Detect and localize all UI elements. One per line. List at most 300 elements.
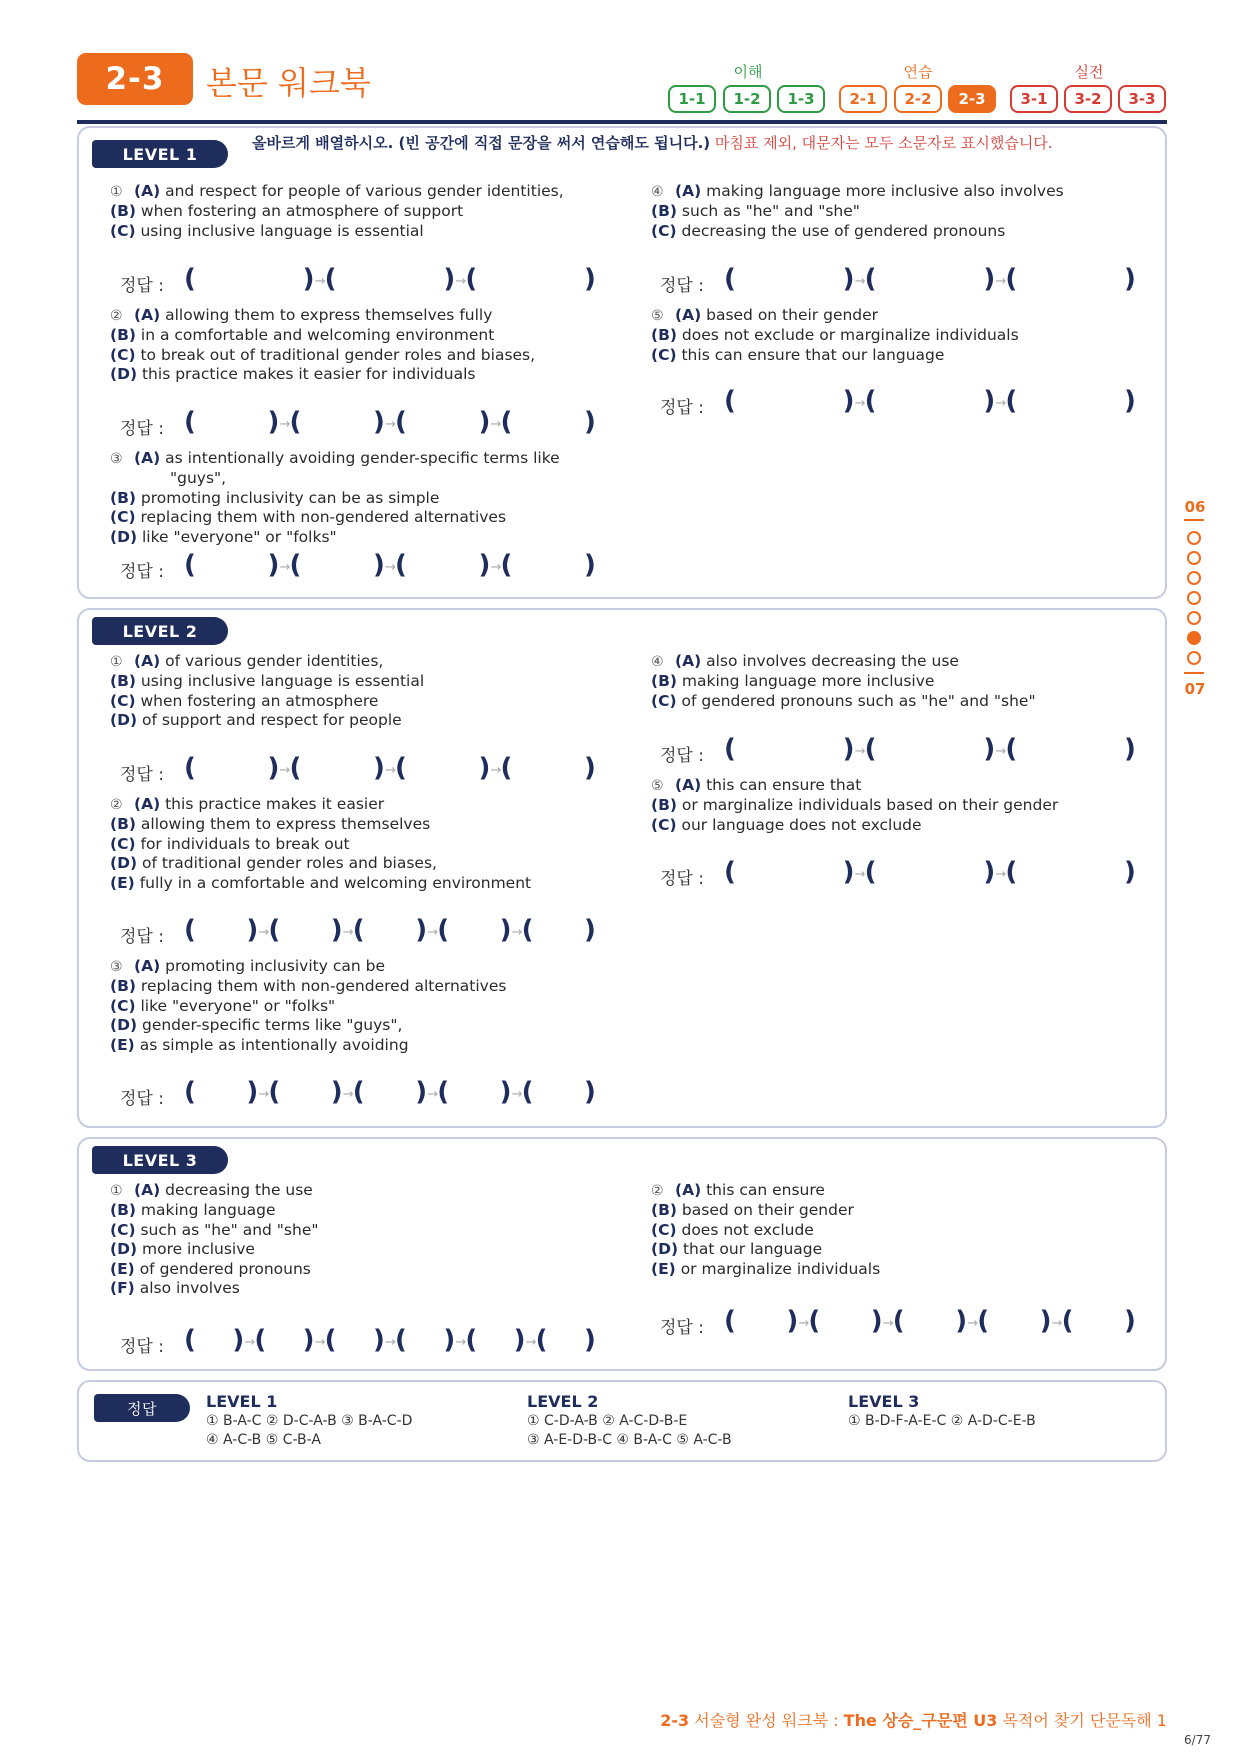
question-line bbox=[94, 508, 614, 527]
arrow-icon: → bbox=[1051, 1316, 1063, 1331]
answer-open-paren: ( bbox=[268, 915, 281, 945]
question-line bbox=[94, 346, 614, 365]
question-line bbox=[635, 816, 1155, 835]
answer-close-paren: ) bbox=[983, 857, 996, 887]
answer-open-paren: ( bbox=[724, 857, 736, 887]
answer-close-paren: ) bbox=[499, 915, 512, 945]
arrow-icon: → bbox=[244, 1335, 256, 1350]
answer-open-paren: ( bbox=[254, 1325, 267, 1355]
answer-open-paren: ( bbox=[1005, 264, 1018, 294]
step-tab-1-3[interactable]: 1-3 bbox=[777, 85, 825, 113]
answer-close-paren: ) bbox=[330, 1077, 343, 1107]
answer-line[interactable] bbox=[660, 386, 1160, 420]
answer-open-paren: ( bbox=[465, 264, 478, 294]
answer-close-paren: ) bbox=[232, 1325, 245, 1355]
arrow-icon: → bbox=[511, 925, 523, 940]
question-line bbox=[94, 182, 614, 202]
answer-key-level3-line1: ① B-D-F-A-E-C ② A-D-C-E-B bbox=[848, 1413, 1036, 1429]
answer-open-paren: ( bbox=[1005, 386, 1018, 416]
item-text: this practice makes it easier for individuals bbox=[141, 365, 476, 384]
item-text: replacing them with non-gendered alternatives bbox=[140, 977, 507, 996]
item-text: of support and respect for people bbox=[141, 711, 402, 730]
arrow-icon: → bbox=[854, 274, 866, 289]
answer-line[interactable] bbox=[120, 753, 620, 787]
item-letter: (E) bbox=[110, 873, 135, 892]
item-text: this can ensure that bbox=[706, 776, 862, 794]
question-block bbox=[94, 449, 614, 547]
answer-close-paren: ) bbox=[786, 1306, 799, 1336]
question-number: ③ bbox=[110, 451, 123, 467]
item-text: also involves bbox=[139, 1279, 240, 1298]
question-line bbox=[635, 346, 1155, 365]
arrow-icon: → bbox=[490, 560, 502, 575]
step-tab-1-1[interactable]: 1-1 bbox=[668, 85, 716, 113]
item-letter: (B) bbox=[651, 796, 677, 815]
item-text: for individuals to break out bbox=[140, 834, 350, 853]
group-label-understand: 이해 bbox=[733, 63, 763, 81]
arrow-icon: → bbox=[995, 867, 1007, 882]
item-text: based on their gender bbox=[706, 306, 879, 324]
level2-label: LEVEL 2 bbox=[92, 617, 228, 645]
answer-line[interactable] bbox=[120, 550, 620, 584]
answer-key-level3-title: LEVEL 3 bbox=[848, 1392, 920, 1411]
item-text: promoting inclusivity can be bbox=[165, 957, 385, 975]
answer-key-label: 정답 bbox=[94, 1394, 190, 1422]
arrow-icon: → bbox=[854, 396, 866, 411]
question-line bbox=[94, 692, 614, 711]
question-line bbox=[635, 306, 1155, 326]
item-letter: (B) bbox=[110, 202, 136, 221]
arrow-icon: → bbox=[882, 1316, 894, 1331]
item-letter: (C) bbox=[110, 221, 136, 240]
answer-open-paren: ( bbox=[184, 407, 196, 437]
answer-open-paren: ( bbox=[395, 1325, 407, 1355]
question-line bbox=[94, 711, 614, 730]
answer-label: 정답 : bbox=[120, 1337, 164, 1357]
question-line bbox=[94, 1016, 614, 1035]
item-letter: (B) bbox=[651, 672, 677, 691]
item-text: or marginalize individuals bbox=[680, 1259, 881, 1278]
answer-label: 정답 : bbox=[120, 1089, 164, 1109]
answer-close-paren: ) bbox=[373, 1325, 385, 1355]
question-line bbox=[635, 222, 1155, 241]
question-line bbox=[94, 835, 614, 854]
footer-book: The 상승_구문편 U3 bbox=[843, 1711, 998, 1730]
arrow-icon: → bbox=[995, 744, 1007, 759]
question-line bbox=[94, 528, 614, 547]
step-tab-3-3[interactable]: 3-3 bbox=[1118, 85, 1166, 113]
question-line bbox=[94, 652, 614, 672]
answer-label: 정답 : bbox=[660, 746, 704, 766]
question-block bbox=[94, 306, 614, 385]
answer-close-paren: ) bbox=[842, 264, 855, 294]
answer-close-paren: ) bbox=[842, 734, 855, 764]
answer-open-paren: ( bbox=[395, 407, 407, 437]
item-letter: (D) bbox=[651, 1240, 679, 1259]
question-line bbox=[94, 469, 614, 488]
progress-dot bbox=[1187, 551, 1201, 565]
item-letter: (A) bbox=[134, 449, 161, 467]
answer-close-paren: ) bbox=[842, 386, 855, 416]
item-text: more inclusive bbox=[141, 1240, 255, 1259]
question-number: ② bbox=[110, 797, 123, 813]
arrow-icon: → bbox=[342, 925, 354, 940]
question-number: ⑤ bbox=[651, 778, 664, 794]
answer-open-paren: ( bbox=[1005, 857, 1018, 887]
item-letter: (C) bbox=[110, 345, 136, 364]
item-letter: (C) bbox=[110, 996, 136, 1015]
arrow-icon: → bbox=[314, 274, 326, 289]
answer-open-paren: ( bbox=[268, 1077, 281, 1107]
question-number: ③ bbox=[110, 959, 123, 975]
item-letter: (C) bbox=[651, 815, 677, 834]
answer-close-paren: ) bbox=[584, 915, 596, 945]
answer-label: 정답 : bbox=[660, 869, 704, 889]
answer-open-paren: ( bbox=[864, 386, 877, 416]
question-line bbox=[94, 222, 614, 241]
answer-close-paren: ) bbox=[584, 407, 596, 437]
question-line bbox=[635, 202, 1155, 221]
answer-open-paren: ( bbox=[395, 753, 407, 783]
answer-key-level1 bbox=[206, 1392, 412, 1450]
item-letter: (B) bbox=[110, 977, 136, 996]
question-block bbox=[635, 306, 1155, 365]
question-line bbox=[94, 1260, 614, 1279]
answer-close-paren: ) bbox=[499, 1077, 512, 1107]
arrow-icon: → bbox=[279, 560, 291, 575]
answer-key-level2 bbox=[527, 1392, 732, 1450]
item-text: based on their gender bbox=[681, 1201, 854, 1220]
item-text: fully in a comfortable and welcoming environment bbox=[139, 873, 532, 892]
answer-open-paren: ( bbox=[289, 407, 302, 437]
item-letter: (C) bbox=[110, 834, 136, 853]
answer-open-paren: ( bbox=[864, 734, 877, 764]
answer-label: 정답 : bbox=[120, 276, 164, 296]
step-tab-3-2[interactable]: 3-2 bbox=[1064, 85, 1112, 113]
answer-close-paren: ) bbox=[870, 1306, 883, 1336]
answer-key-level1-line2: ④ A-C-B ⑤ C-B-A bbox=[206, 1432, 321, 1448]
arrow-icon: → bbox=[511, 1087, 523, 1102]
answer-close-paren: ) bbox=[330, 915, 343, 945]
question-block bbox=[635, 776, 1155, 835]
item-text: using inclusive language is essential bbox=[140, 672, 425, 691]
answer-open-paren: ( bbox=[352, 1077, 365, 1107]
answer-label: 정답 : bbox=[660, 398, 704, 418]
arrow-icon: → bbox=[279, 763, 291, 778]
arrow-icon: → bbox=[427, 925, 439, 940]
item-text: of traditional gender roles and biases, bbox=[141, 854, 437, 873]
answer-close-paren: ) bbox=[415, 1077, 428, 1107]
answer-close-paren: ) bbox=[584, 1325, 596, 1355]
item-letter: (A) bbox=[134, 1181, 161, 1199]
arrow-icon: → bbox=[995, 396, 1007, 411]
answer-key-level2-line2: ③ A-E-D-B-C ④ B-A-C ⑤ A-C-B bbox=[527, 1432, 732, 1448]
item-text: as intentionally avoiding gender-specific terms like bbox=[165, 449, 560, 467]
level1-label: LEVEL 1 bbox=[92, 140, 228, 168]
question-block bbox=[94, 957, 614, 1055]
item-letter: (B) bbox=[651, 326, 677, 345]
answer-close-paren: ) bbox=[302, 1325, 315, 1355]
question-line bbox=[94, 1201, 614, 1220]
question-line bbox=[94, 815, 614, 834]
answer-line[interactable] bbox=[660, 734, 1160, 768]
arrow-icon: → bbox=[385, 763, 396, 778]
answer-key-level1-line1: ① B-A-C ② D-C-A-B ③ B-A-C-D bbox=[206, 1413, 413, 1429]
progress-dot bbox=[1187, 571, 1201, 585]
answer-line[interactable] bbox=[660, 264, 1160, 298]
arrow-icon: → bbox=[854, 744, 866, 759]
item-letter: (A) bbox=[675, 182, 702, 200]
footer-code: 2-3 bbox=[660, 1711, 690, 1730]
question-line bbox=[635, 776, 1155, 796]
item-letter: (D) bbox=[110, 711, 138, 730]
item-text: or marginalize individuals based on their gender bbox=[681, 796, 1059, 815]
footer-text: 서술형 완성 워크북 : bbox=[689, 1711, 844, 1730]
answer-close-paren: ) bbox=[1039, 1306, 1052, 1336]
answer-close-paren: ) bbox=[983, 264, 996, 294]
footer-rest: 목적어 찾기 단문독해 1 bbox=[997, 1711, 1167, 1730]
question-line bbox=[94, 489, 614, 508]
item-text: does not exclude or marginalize individuals bbox=[681, 326, 1019, 345]
item-text: does not exclude bbox=[681, 1220, 814, 1239]
progress-dot bbox=[1187, 651, 1201, 665]
answer-open-paren: ( bbox=[324, 1325, 337, 1355]
arrow-icon: → bbox=[427, 1087, 439, 1102]
item-text: promoting inclusivity can be as simple bbox=[140, 488, 440, 507]
item-letter: (A) bbox=[134, 652, 161, 670]
item-text: allowing them to express themselves bbox=[140, 815, 431, 834]
question-line bbox=[635, 1240, 1155, 1259]
item-text: of gendered pronouns such as "he" and "she" bbox=[681, 691, 1036, 710]
arrow-icon: → bbox=[385, 560, 396, 575]
item-text: decreasing the use of gendered pronouns bbox=[681, 221, 1006, 240]
answer-open-paren: ( bbox=[892, 1306, 905, 1336]
answer-open-paren: ( bbox=[184, 753, 196, 783]
item-letter: (C) bbox=[110, 508, 136, 527]
question-number: ⑤ bbox=[651, 308, 664, 324]
answer-line[interactable] bbox=[120, 1077, 620, 1111]
answer-open-paren: ( bbox=[500, 407, 513, 437]
arrow-icon: → bbox=[455, 1335, 467, 1350]
item-text: this can ensure bbox=[706, 1181, 825, 1199]
item-letter: (B) bbox=[110, 488, 136, 507]
answer-line[interactable] bbox=[120, 407, 620, 441]
answer-close-paren: ) bbox=[246, 915, 259, 945]
progress-dot bbox=[1187, 591, 1201, 605]
answer-open-paren: ( bbox=[724, 734, 736, 764]
item-text: such as "he" and "she" bbox=[681, 202, 860, 221]
arrow-icon: → bbox=[854, 867, 866, 882]
question-line bbox=[635, 1201, 1155, 1220]
answer-key-level1-title: LEVEL 1 bbox=[206, 1392, 278, 1411]
step-tab-1-2[interactable]: 1-2 bbox=[723, 85, 771, 113]
page-title: 본문 워크북 bbox=[206, 64, 371, 102]
instruction-note: 마침표 제외, 대문자는 모두 소문자로 표시했습니다. bbox=[710, 134, 1053, 152]
answer-close-paren: ) bbox=[373, 407, 385, 437]
answer-open-paren: ( bbox=[437, 1077, 450, 1107]
question-block bbox=[635, 1181, 1155, 1279]
item-letter: (B) bbox=[110, 1201, 136, 1220]
answer-open-paren: ( bbox=[184, 915, 196, 945]
answer-close-paren: ) bbox=[267, 407, 280, 437]
item-text: our language does not exclude bbox=[681, 815, 922, 834]
answer-close-paren: ) bbox=[415, 915, 428, 945]
item-text: this practice makes it easier bbox=[165, 795, 385, 813]
answer-close-paren: ) bbox=[443, 1325, 456, 1355]
item-letter: (A) bbox=[134, 795, 161, 813]
arrow-icon: → bbox=[455, 274, 467, 289]
answer-close-paren: ) bbox=[302, 264, 315, 294]
instruction-main: 올바르게 배열하시오. (빈 공간에 직접 문장을 써서 연습해도 됩니다.) bbox=[252, 134, 711, 152]
item-text: of various gender identities, bbox=[165, 652, 384, 670]
question-block bbox=[635, 182, 1155, 241]
question-block bbox=[94, 795, 614, 893]
item-letter: (F) bbox=[110, 1279, 135, 1298]
answer-close-paren: ) bbox=[842, 857, 855, 887]
question-line bbox=[94, 977, 614, 996]
question-number: ② bbox=[651, 1183, 664, 1199]
step-tab-2-1[interactable]: 2-1 bbox=[839, 85, 887, 113]
answer-open-paren: ( bbox=[724, 264, 736, 294]
item-letter: (E) bbox=[110, 1035, 135, 1054]
answer-open-paren: ( bbox=[352, 915, 365, 945]
question-line bbox=[94, 449, 614, 469]
answer-open-paren: ( bbox=[977, 1306, 990, 1336]
item-letter: (C) bbox=[651, 345, 677, 364]
answer-close-paren: ) bbox=[246, 1077, 259, 1107]
question-line bbox=[94, 997, 614, 1016]
arrow-icon: → bbox=[525, 1335, 537, 1350]
arrow-icon: → bbox=[798, 1316, 810, 1331]
item-letter: (A) bbox=[675, 306, 702, 324]
answer-open-paren: ( bbox=[395, 550, 407, 580]
item-letter: (B) bbox=[651, 1201, 677, 1220]
item-letter: (D) bbox=[110, 1240, 138, 1259]
answer-key-level2-title: LEVEL 2 bbox=[527, 1392, 599, 1411]
arrow-icon: → bbox=[490, 417, 502, 432]
arrow-icon: → bbox=[995, 274, 1007, 289]
item-text: replacing them with non-gendered alternatives bbox=[140, 508, 507, 527]
question-block bbox=[94, 182, 614, 241]
question-block bbox=[94, 1181, 614, 1298]
question-line bbox=[94, 326, 614, 345]
answer-close-paren: ) bbox=[373, 753, 385, 783]
step-tab-3-1[interactable]: 3-1 bbox=[1010, 85, 1058, 113]
answer-label: 정답 : bbox=[660, 1318, 704, 1338]
question-line bbox=[94, 957, 614, 977]
question-number: ① bbox=[110, 184, 123, 200]
item-text: such as "he" and "she" bbox=[140, 1220, 319, 1239]
arrow-icon: → bbox=[314, 1335, 326, 1350]
question-line bbox=[94, 795, 614, 815]
arrow-icon: → bbox=[258, 925, 270, 940]
answer-line[interactable] bbox=[120, 915, 620, 949]
answer-close-paren: ) bbox=[584, 264, 596, 294]
answer-close-paren: ) bbox=[478, 753, 491, 783]
answer-open-paren: ( bbox=[724, 1306, 736, 1336]
question-line bbox=[94, 306, 614, 326]
answer-label: 정답 : bbox=[120, 927, 164, 947]
question-number: ② bbox=[110, 308, 123, 324]
item-text: also involves decreasing the use bbox=[706, 652, 959, 670]
answer-open-paren: ( bbox=[864, 264, 877, 294]
question-line bbox=[635, 796, 1155, 815]
item-text: when fostering an atmosphere bbox=[140, 691, 379, 710]
item-text: decreasing the use bbox=[165, 1181, 313, 1199]
sidebar-top-number: 06 bbox=[1184, 498, 1206, 516]
answer-open-paren: ( bbox=[1061, 1306, 1074, 1336]
answer-line[interactable] bbox=[660, 857, 1160, 891]
item-letter: (C) bbox=[651, 221, 677, 240]
answer-open-paren: ( bbox=[184, 550, 196, 580]
item-text: gender-specific terms like "guys", bbox=[141, 1016, 403, 1035]
step-tab-2-2[interactable]: 2-2 bbox=[894, 85, 942, 113]
arrow-icon: → bbox=[258, 1087, 270, 1102]
question-line bbox=[94, 854, 614, 873]
item-letter: (A) bbox=[134, 957, 161, 975]
item-letter: (A) bbox=[134, 306, 161, 324]
answer-close-paren: ) bbox=[584, 550, 596, 580]
answer-open-paren: ( bbox=[808, 1306, 821, 1336]
answer-line[interactable] bbox=[660, 1306, 1160, 1340]
answer-open-paren: ( bbox=[289, 753, 302, 783]
page-number: 6/77 bbox=[1184, 1733, 1211, 1747]
question-line bbox=[94, 365, 614, 384]
item-letter: (E) bbox=[651, 1259, 676, 1278]
question-line bbox=[635, 692, 1155, 711]
answer-close-paren: ) bbox=[478, 407, 491, 437]
question-line bbox=[635, 652, 1155, 672]
answer-close-paren: ) bbox=[443, 264, 456, 294]
answer-open-paren: ( bbox=[184, 1077, 196, 1107]
sidebar-bottom-number: 07 bbox=[1184, 680, 1206, 698]
item-text: making language more inclusive bbox=[681, 672, 935, 691]
answer-close-paren: ) bbox=[955, 1306, 968, 1336]
answer-open-paren: ( bbox=[1005, 734, 1018, 764]
arrow-icon: → bbox=[385, 417, 396, 432]
answer-close-paren: ) bbox=[478, 550, 491, 580]
item-letter: (B) bbox=[651, 202, 677, 221]
question-number: ① bbox=[110, 654, 123, 670]
arrow-icon: → bbox=[279, 417, 291, 432]
answer-open-paren: ( bbox=[500, 753, 513, 783]
answer-close-paren: ) bbox=[267, 753, 280, 783]
item-letter: (C) bbox=[651, 1220, 677, 1239]
item-text: using inclusive language is essential bbox=[140, 221, 424, 240]
answer-close-paren: ) bbox=[373, 550, 385, 580]
item-letter: (D) bbox=[110, 365, 138, 384]
item-letter: (C) bbox=[110, 1220, 136, 1239]
answer-line[interactable] bbox=[120, 264, 620, 298]
answer-close-paren: ) bbox=[584, 1077, 596, 1107]
answer-open-paren: ( bbox=[521, 1077, 534, 1107]
answer-line[interactable] bbox=[120, 1325, 620, 1359]
item-text: and respect for people of various gender identities, bbox=[165, 182, 564, 200]
item-text: of gendered pronouns bbox=[139, 1259, 311, 1278]
item-text: when fostering an atmosphere of support bbox=[140, 202, 464, 221]
sidebar-bottom-rule bbox=[1184, 672, 1204, 674]
item-letter: (C) bbox=[651, 691, 677, 710]
answer-open-paren: ( bbox=[500, 550, 513, 580]
answer-open-paren: ( bbox=[184, 1325, 196, 1355]
item-text: to break out of traditional gender roles and biases, bbox=[140, 345, 536, 364]
instruction bbox=[252, 134, 1152, 153]
step-tab-2-3-active[interactable]: 2-3 bbox=[948, 85, 996, 113]
answer-open-paren: ( bbox=[521, 915, 534, 945]
level3-label: LEVEL 3 bbox=[92, 1146, 228, 1174]
answer-label: 정답 : bbox=[120, 562, 164, 582]
answer-open-paren: ( bbox=[465, 1325, 478, 1355]
